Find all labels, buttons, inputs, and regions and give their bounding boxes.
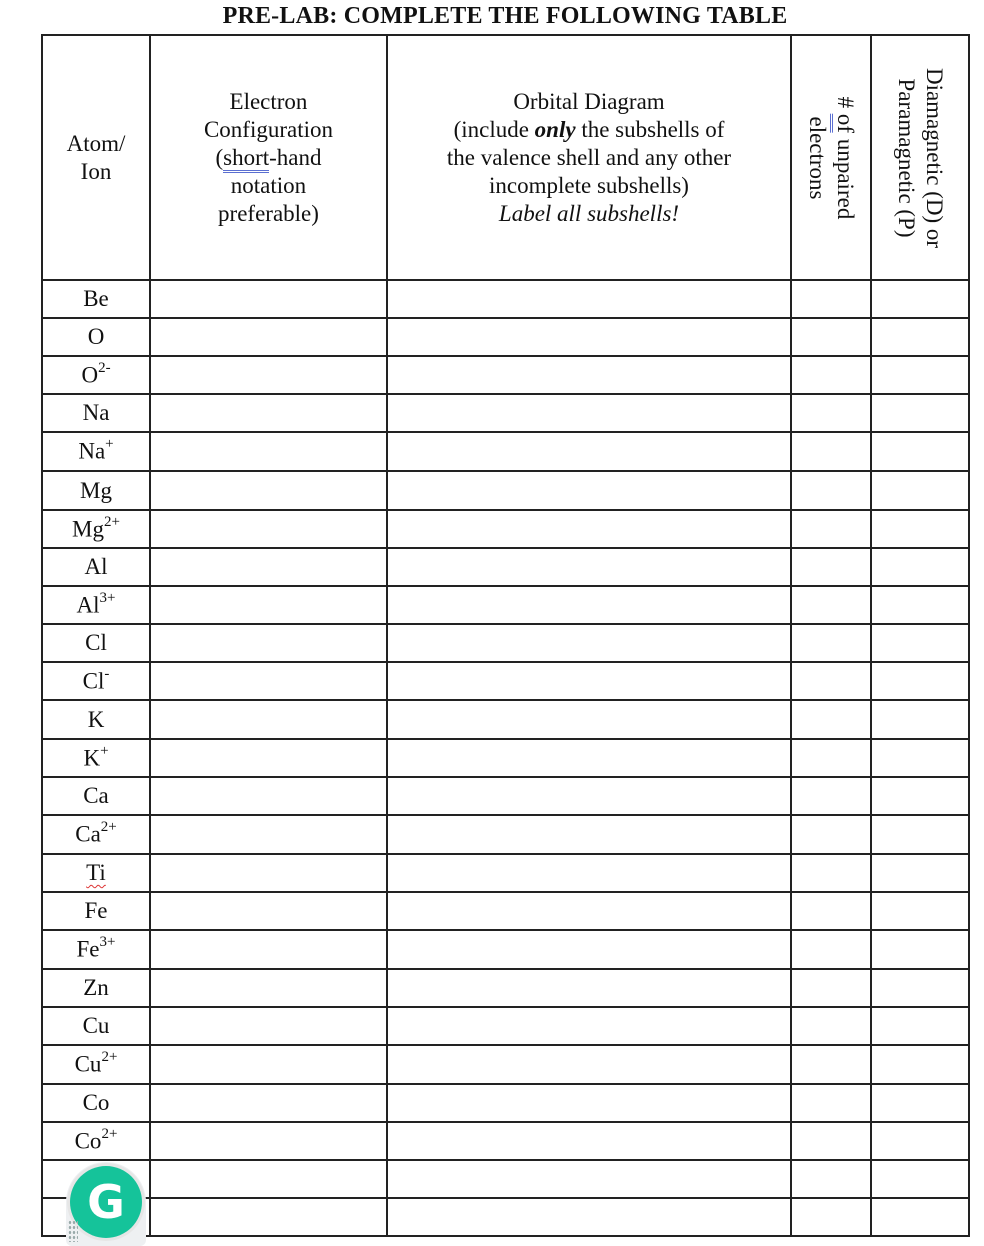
header-orbital-line2-post: the subshells of: [575, 116, 725, 142]
electron-configuration-cell[interactable]: [150, 394, 387, 432]
ion-charge: 2-: [98, 359, 111, 376]
unpaired-electrons-cell[interactable]: [791, 1007, 871, 1045]
magnetic-property-cell[interactable]: [871, 510, 969, 548]
table-row: [42, 356, 969, 394]
atom-ion-cell[interactable]: [42, 777, 150, 815]
atom-symbol: Cl: [82, 668, 105, 694]
unpaired-electrons-cell[interactable]: [791, 1198, 871, 1236]
unpaired-electrons-cell[interactable]: [791, 1122, 871, 1160]
electron-configuration-cell[interactable]: [150, 624, 387, 662]
ion-charge: 2+: [100, 819, 117, 836]
magnetic-property-cell[interactable]: [871, 969, 969, 1007]
orbital-diagram-cell[interactable]: [387, 1007, 791, 1045]
atom-symbol: Al: [76, 592, 100, 618]
header-config-line4: notation: [230, 172, 307, 198]
header-unpaired-line1-underlined: of: [830, 113, 858, 132]
unpaired-electrons-cell[interactable]: [791, 969, 871, 1007]
electron-configuration-cell[interactable]: [150, 471, 387, 510]
ion-charge: 3+: [99, 589, 116, 606]
table-row: [42, 394, 969, 432]
atom-ion-cell[interactable]: [42, 969, 150, 1007]
magnetic-property-cell[interactable]: [871, 471, 969, 510]
table-row: [42, 318, 969, 356]
grammarly-letter: G: [87, 1175, 125, 1229]
atom-symbol: Ca: [83, 783, 109, 808]
orbital-diagram-cell[interactable]: [387, 1045, 791, 1084]
unpaired-electrons-cell[interactable]: [791, 1045, 871, 1084]
electron-configuration-cell[interactable]: [150, 280, 387, 318]
electron-configuration-cell[interactable]: [150, 815, 387, 854]
atom-symbol: Be: [83, 286, 109, 311]
header-config-line2: Configuration: [203, 116, 334, 142]
table-row: [42, 624, 969, 662]
table-row: [42, 700, 969, 739]
orbital-diagram-cell[interactable]: [387, 1122, 791, 1160]
magnetic-property-cell[interactable]: [871, 624, 969, 662]
atom-ion-cell[interactable]: [42, 510, 150, 548]
unpaired-electrons-cell[interactable]: [791, 892, 871, 930]
atom-ion-cell[interactable]: [42, 318, 150, 356]
atom-ion-cell[interactable]: [42, 548, 150, 586]
orbital-diagram-cell[interactable]: [387, 969, 791, 1007]
unpaired-electrons-cell[interactable]: [791, 471, 871, 510]
unpaired-electrons-cell[interactable]: [791, 624, 871, 662]
unpaired-electrons-cell[interactable]: [791, 1160, 871, 1198]
grammarly-icon[interactable]: [70, 1166, 142, 1238]
atom-symbol: Ti: [86, 860, 106, 885]
table-row: [42, 892, 969, 930]
electron-configuration-cell[interactable]: [150, 739, 387, 777]
table-row: [42, 1198, 969, 1236]
atom-ion-cell[interactable]: [42, 1045, 150, 1084]
electron-configuration-cell[interactable]: [150, 1007, 387, 1045]
table-row: [42, 586, 969, 624]
electron-configuration-cell[interactable]: [150, 1084, 387, 1122]
table-row: [42, 930, 969, 969]
header-orbital-line4: incomplete subshells): [489, 172, 689, 198]
unpaired-electrons-cell[interactable]: [791, 930, 871, 969]
electron-configuration-cell[interactable]: [150, 930, 387, 969]
atom-symbol: K: [87, 706, 105, 732]
header-config-line3-underlined: short: [223, 145, 269, 173]
header-orbital-line1: Orbital Diagram: [513, 88, 665, 114]
atom-ion-cell[interactable]: [42, 930, 150, 969]
ion-charge: +: [100, 742, 109, 759]
magnetic-property-cell[interactable]: [871, 700, 969, 739]
header-unpaired-line1-post: unpaired: [833, 132, 858, 219]
unpaired-electrons-cell[interactable]: [791, 510, 871, 548]
unpaired-electrons-cell[interactable]: [791, 815, 871, 854]
orbital-diagram-cell[interactable]: [387, 1084, 791, 1122]
drag-handle-icon[interactable]: [68, 1220, 78, 1242]
atom-ion-cell[interactable]: [42, 662, 150, 700]
electron-configuration-cell[interactable]: [150, 510, 387, 548]
table-row: [42, 471, 969, 510]
unpaired-electrons-cell[interactable]: [791, 394, 871, 432]
atom-symbol: Mg: [80, 477, 112, 503]
table-row: [42, 548, 969, 586]
magnetic-property-cell[interactable]: [871, 356, 969, 394]
atom-symbol: Fe: [76, 936, 100, 962]
orbital-diagram-cell[interactable]: [387, 280, 791, 318]
magnetic-property-cell[interactable]: [871, 1007, 969, 1045]
header-magnetic-line1: Diamagnetic (D) or: [922, 67, 947, 248]
electron-configuration-cell[interactable]: [150, 854, 387, 892]
atom-ion-cell[interactable]: [42, 1084, 150, 1122]
header-atom-line1: Atom/: [66, 130, 126, 156]
atom-ion-cell[interactable]: [42, 892, 150, 930]
unpaired-electrons-cell[interactable]: [791, 854, 871, 892]
unpaired-electrons-cell[interactable]: [791, 280, 871, 318]
unpaired-electrons-cell[interactable]: [791, 548, 871, 586]
header-magnetic-line2: Paramagnetic (P): [894, 77, 919, 238]
atom-ion-cell[interactable]: [42, 700, 150, 739]
orbital-diagram-cell[interactable]: [387, 586, 791, 624]
table-row: [42, 1007, 969, 1045]
magnetic-property-cell[interactable]: [871, 1160, 969, 1198]
magnetic-property-cell[interactable]: [871, 892, 969, 930]
table-row: [42, 854, 969, 892]
unpaired-electrons-cell[interactable]: [791, 356, 871, 394]
magnetic-property-cell[interactable]: [871, 777, 969, 815]
atom-symbol: Cu: [74, 1051, 102, 1077]
orbital-diagram-cell[interactable]: [387, 471, 791, 510]
orbital-diagram-cell[interactable]: [387, 624, 791, 662]
table-row: [42, 739, 969, 777]
header-orbital-line5: Label all subshells!: [498, 200, 680, 226]
header-config-line5: preferable): [218, 200, 319, 226]
orbital-diagram-cell[interactable]: [387, 930, 791, 969]
atom-symbol: Fe: [84, 898, 108, 923]
magnetic-property-cell[interactable]: [871, 548, 969, 586]
ion-charge: 2+: [101, 1049, 118, 1066]
table-row: [42, 815, 969, 854]
orbital-diagram-cell[interactable]: [387, 777, 791, 815]
prelab-table: [41, 34, 970, 1237]
magnetic-property-cell[interactable]: [871, 1084, 969, 1122]
electron-configuration-cell[interactable]: [150, 432, 387, 471]
atom-ion-cell[interactable]: [42, 624, 150, 662]
page-title: PRE-LAB: COMPLETE THE FOLLOWING TABLE: [222, 3, 788, 29]
header-atom-ion: [42, 35, 150, 280]
ion-charge: 2+: [103, 513, 120, 530]
table-row: [42, 510, 969, 548]
atom-ion-cell[interactable]: [42, 1122, 150, 1160]
header-electron-configuration: [150, 35, 387, 280]
magnetic-property-cell[interactable]: [871, 280, 969, 318]
orbital-diagram-cell[interactable]: [387, 700, 791, 739]
header-orbital-line2-emphasis: only: [534, 116, 576, 142]
atom-ion-cell[interactable]: [42, 280, 150, 318]
magnetic-property-cell[interactable]: [871, 432, 969, 471]
table-row: [42, 432, 969, 471]
unpaired-electrons-cell[interactable]: [791, 662, 871, 700]
magnetic-property-cell[interactable]: [871, 394, 969, 432]
orbital-diagram-cell[interactable]: [387, 815, 791, 854]
table-row: [42, 969, 969, 1007]
electron-configuration-cell[interactable]: [150, 318, 387, 356]
table-row: [42, 777, 969, 815]
magnetic-property-cell[interactable]: [871, 854, 969, 892]
orbital-diagram-cell[interactable]: [387, 1198, 791, 1236]
orbital-diagram-cell[interactable]: [387, 318, 791, 356]
ion-charge: +: [105, 436, 114, 453]
ion-charge: 3+: [99, 934, 116, 951]
header-orbital-line3: the valence shell and any other: [446, 144, 732, 170]
header-orbital-diagram: [387, 35, 791, 280]
unpaired-electrons-cell[interactable]: [791, 739, 871, 777]
orbital-diagram-cell[interactable]: [387, 394, 791, 432]
unpaired-electrons-cell[interactable]: [791, 700, 871, 739]
ion-charge: 2+: [101, 1125, 118, 1142]
table-row: [42, 1045, 969, 1084]
magnetic-property-cell[interactable]: [871, 318, 969, 356]
orbital-diagram-cell[interactable]: [387, 356, 791, 394]
atom-ion-cell[interactable]: [42, 432, 150, 471]
header-unpaired-line1-pre: #: [833, 96, 858, 114]
orbital-diagram-cell[interactable]: [387, 739, 791, 777]
atom-ion-cell[interactable]: [42, 356, 150, 394]
atom-symbol: Na: [82, 400, 110, 425]
grammarly-widget[interactable]: [66, 1162, 146, 1246]
atom-ion-cell[interactable]: [42, 586, 150, 624]
atom-symbol: Mg: [72, 516, 104, 542]
magnetic-property-cell[interactable]: [871, 815, 969, 854]
atom-ion-cell[interactable]: [42, 815, 150, 854]
unpaired-electrons-cell[interactable]: [791, 777, 871, 815]
magnetic-property-cell[interactable]: [871, 1122, 969, 1160]
unpaired-electrons-cell[interactable]: [791, 1084, 871, 1122]
unpaired-electrons-cell[interactable]: [791, 432, 871, 471]
electron-configuration-cell[interactable]: [150, 1122, 387, 1160]
magnetic-property-cell[interactable]: [871, 930, 969, 969]
atom-ion-cell[interactable]: [42, 394, 150, 432]
atom-symbol: Cl: [85, 630, 107, 655]
electron-configuration-cell[interactable]: [150, 700, 387, 739]
electron-configuration-cell[interactable]: [150, 586, 387, 624]
atom-symbol: Al: [84, 554, 108, 579]
unpaired-electrons-cell[interactable]: [791, 318, 871, 356]
electron-configuration-cell[interactable]: [150, 777, 387, 815]
electron-configuration-cell[interactable]: [150, 1198, 387, 1236]
electron-configuration-cell[interactable]: [150, 548, 387, 586]
magnetic-property-cell[interactable]: [871, 1045, 969, 1084]
ion-charge: -: [104, 665, 110, 682]
magnetic-property-cell[interactable]: [871, 739, 969, 777]
magnetic-property-cell[interactable]: [871, 662, 969, 700]
atom-symbol: O: [81, 362, 99, 388]
table-row: [42, 280, 969, 318]
header-row: [42, 35, 969, 280]
atom-symbol: Co: [74, 1128, 102, 1154]
atom-ion-cell[interactable]: [42, 1007, 150, 1045]
table-row: [42, 1122, 969, 1160]
orbital-diagram-cell[interactable]: [387, 432, 791, 471]
table-row: [42, 1160, 969, 1198]
header-unpaired-electrons: [791, 35, 871, 280]
atom-symbol: Zn: [83, 975, 109, 1000]
orbital-diagram-cell[interactable]: [387, 548, 791, 586]
header-magnetic-property: [871, 35, 969, 280]
header-config-line3-pre: (: [215, 144, 224, 170]
header-config-line1: Electron: [229, 88, 308, 114]
atom-symbol: O: [87, 324, 105, 349]
atom-symbol: K: [83, 745, 101, 771]
electron-configuration-cell[interactable]: [150, 892, 387, 930]
header-unpaired-line2: electrons: [805, 115, 830, 200]
electron-configuration-cell[interactable]: [150, 1160, 387, 1198]
atom-ion-cell[interactable]: [42, 471, 150, 510]
table-row: [42, 1084, 969, 1122]
electron-configuration-cell[interactable]: [150, 1045, 387, 1084]
orbital-diagram-cell[interactable]: [387, 892, 791, 930]
atom-symbol: Ca: [75, 821, 101, 847]
magnetic-property-cell[interactable]: [871, 586, 969, 624]
orbital-diagram-cell[interactable]: [387, 510, 791, 548]
orbital-diagram-cell[interactable]: [387, 1160, 791, 1198]
electron-configuration-cell[interactable]: [150, 662, 387, 700]
header-orbital-line2-pre: (include: [453, 116, 535, 142]
magnetic-property-cell[interactable]: [871, 1198, 969, 1236]
atom-ion-cell[interactable]: [42, 854, 150, 892]
table-row: [42, 662, 969, 700]
electron-configuration-cell[interactable]: [150, 969, 387, 1007]
orbital-diagram-cell[interactable]: [387, 662, 791, 700]
header-config-line3-post: -hand: [269, 144, 322, 170]
atom-ion-cell[interactable]: [42, 739, 150, 777]
atom-symbol: Cu: [82, 1013, 110, 1038]
orbital-diagram-cell[interactable]: [387, 854, 791, 892]
header-atom-line2: Ion: [80, 158, 112, 184]
unpaired-electrons-cell[interactable]: [791, 586, 871, 624]
atom-symbol: Na: [78, 438, 106, 464]
atom-symbol: Co: [82, 1090, 110, 1115]
electron-configuration-cell[interactable]: [150, 356, 387, 394]
